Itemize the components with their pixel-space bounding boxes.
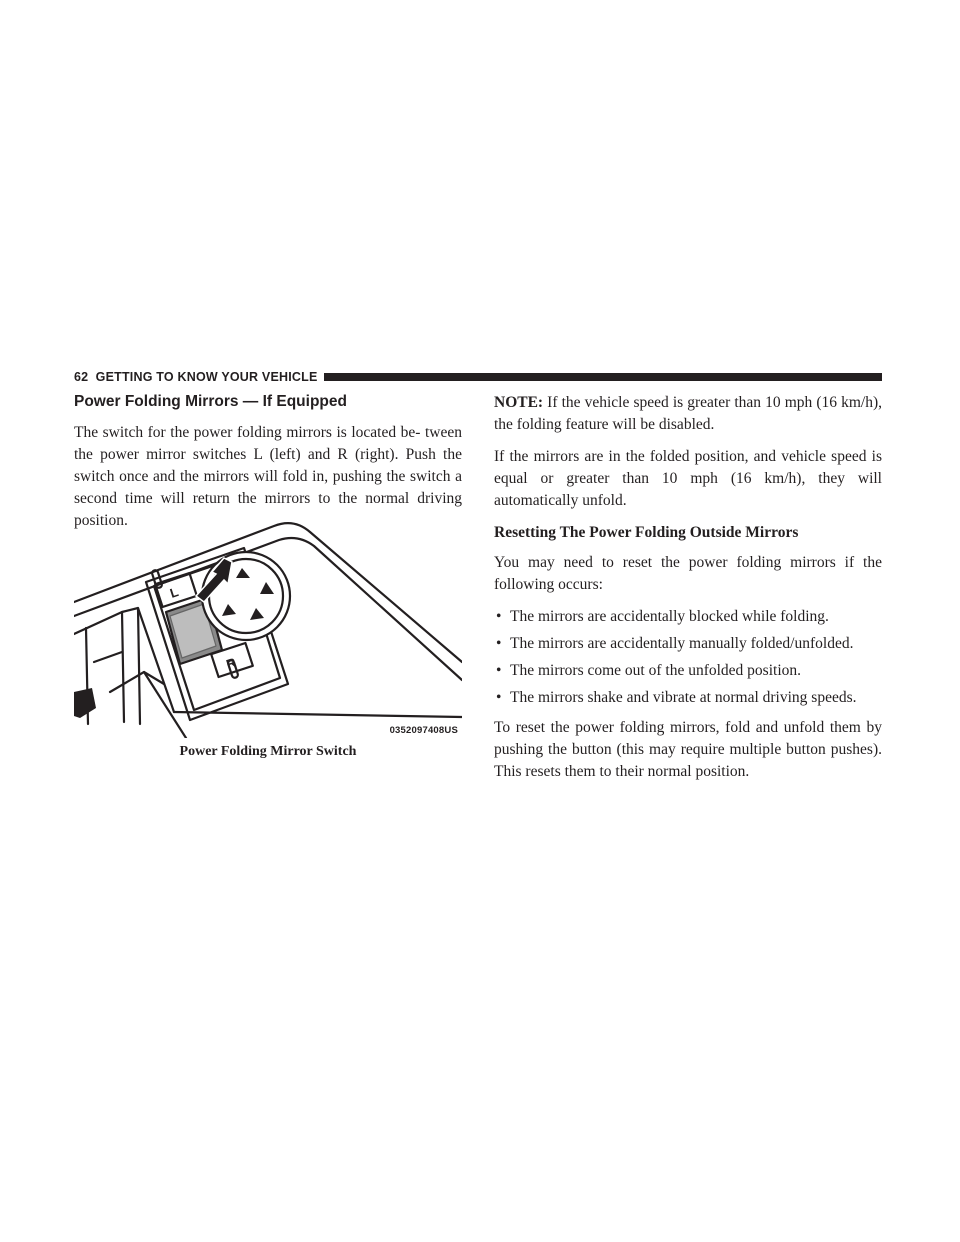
section-title: GETTING TO KNOW YOUR VEHICLE <box>95 370 318 384</box>
page-header <box>74 370 882 384</box>
list-item <box>494 687 882 709</box>
mirror-switch-illustration <box>74 512 462 738</box>
list-item <box>494 660 882 682</box>
right-column <box>494 392 882 793</box>
bullet-icon: • <box>496 635 502 652</box>
note-text: If the vehicle speed is greater than 10 mph (16 km/h), the folding feature will be disabled. <box>494 394 882 433</box>
reset-conditions-list <box>494 606 882 709</box>
list-item-text: The mirrors shake and vibrate at normal driving speeds. <box>510 689 857 706</box>
list-item-text: The mirrors come out of the unfolded position. <box>510 662 801 679</box>
list-item <box>494 606 882 628</box>
bullet-icon: • <box>496 608 502 625</box>
section-heading: Power Folding Mirrors — If Equipped <box>74 393 347 410</box>
reset-intro-paragraph: You may need to reset the power folding mirrors if the following occurs: <box>494 554 882 593</box>
bullet-icon: • <box>496 662 502 679</box>
bullet-icon: • <box>496 689 502 706</box>
header-rule <box>324 373 883 381</box>
list-item <box>494 633 882 655</box>
switch-right-label: R <box>224 654 238 672</box>
reset-subheading: Resetting The Power Folding Outside Mirrors <box>494 524 799 541</box>
list-item-text: The mirrors are accidentally manually folded/unfolded. <box>510 635 854 652</box>
page-header-label <box>74 370 324 384</box>
intro-paragraph: The switch for the power folding mirrors is located be- tween the power mirror switches L (left) and R (right). Push the switch once and the mirrors will fold in, pushing the switch a second time will return the mirrors to the normal driving position. <box>74 424 462 529</box>
reset-instructions-paragraph: To reset the power folding mirrors, fold and unfold them by pushing the button (this may require multiple button pushes). This resets them to their normal position. <box>494 719 882 780</box>
note-paragraph <box>494 392 882 436</box>
unfold-paragraph: If the mirrors are in the folded position, and vehicle speed is equal or greater than 10 mph (16 km/h), they will automatically unfold. <box>494 448 882 509</box>
figure-caption: Power Folding Mirror Switch <box>179 744 357 759</box>
mirror-switch-figure <box>74 512 462 738</box>
note-label: NOTE: <box>494 394 544 411</box>
switch-left-label: L <box>168 584 181 601</box>
figure-code: 0352097408US <box>389 725 458 736</box>
page-number: 62 <box>74 370 89 384</box>
list-item-text: The mirrors are accidentally blocked while folding. <box>510 608 829 625</box>
